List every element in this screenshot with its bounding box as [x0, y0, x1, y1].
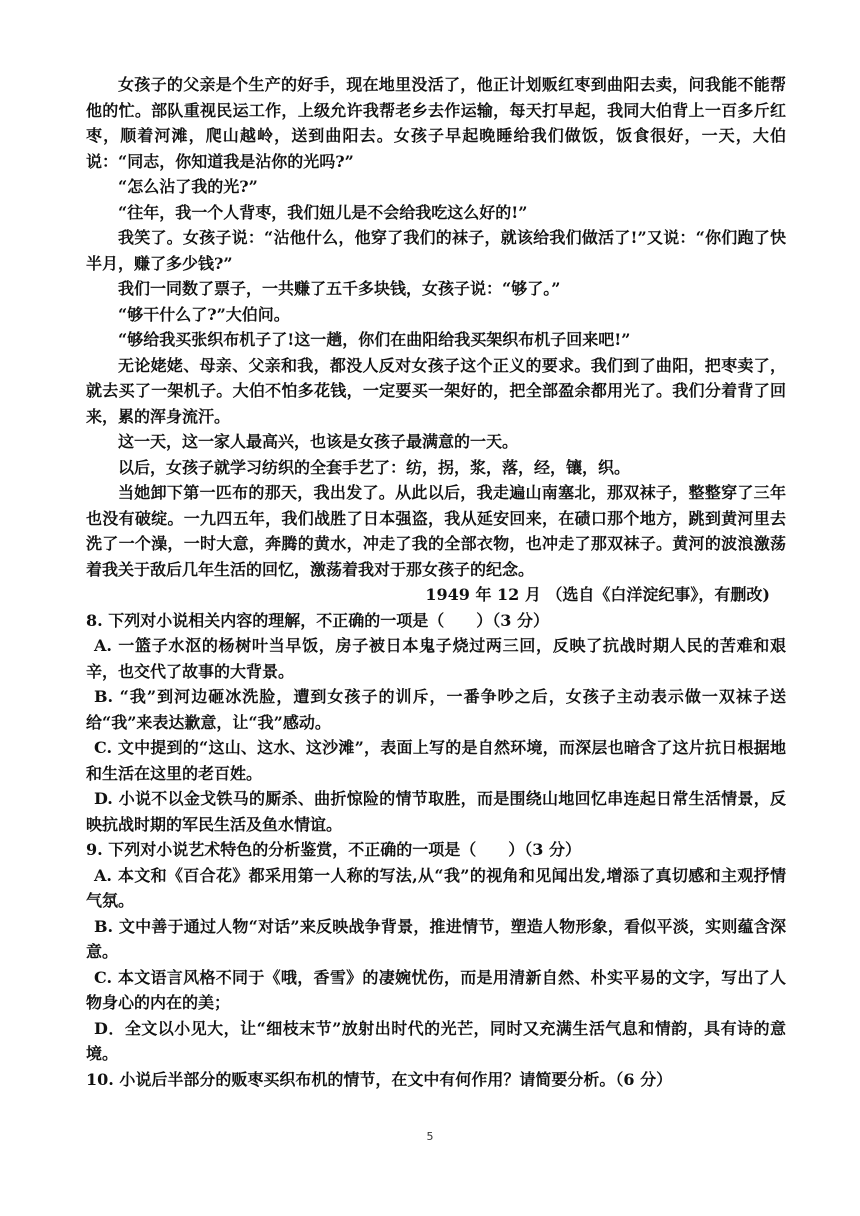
question-9-stem: 9. 下列对小说艺术特色的分析鉴赏，不正确的一项是（ ）（3 分） [86, 840, 581, 859]
question-9-option-d: D．全文以小见大，让“细枝末节”放射出时代的光芒，同时又充满生活气息和情韵，具有诗的意境。 [86, 1018, 786, 1063]
question-9-option-c: C. 本文语言风格不同于《哦，香雪》的凄婉忧伤，而是用清新自然、朴实平易的文字，写出了人物身心的内在的美； [86, 967, 786, 1012]
question-8-option-b: B. “我”到河边砸冰洗脸，遭到女孩子的训斥，一番争吵之后，女孩子主动表示做一双袜子送给“我”来表达歉意，让“我”感动。 [86, 687, 786, 732]
question-9-option-a: A. 本文和《百合花》都采用第一人称的写法,从“我”的视角和见闻出发,增添了真切感和主观抒情气氛。 [86, 865, 786, 910]
story-paragraph: 女孩子的父亲是个生产的好手，现在地里没活了，他正计划贩红枣到曲阳去卖，问我能不能帮他的忙。部队重视民运工作，上级允许我帮老乡去作运输，每天打早起，我同大伯背上一百多斤红枣，顺着河滩，爬山越岭，送到曲阳去。女孩子早起晚睡给我们做饭，饭食很好，一天，大伯说：“同志，你知道我是沾你的光吗?” [86, 75, 786, 171]
question-8-stem: 8. 下列对小说相关内容的理解，不正确的一项是（ ）（3 分） [86, 610, 549, 630]
story-paragraph: “怎么沾了我的光?” [118, 177, 258, 196]
story-paragraph: 我笑了。女孩子说：“沾他什么，他穿了我们的袜子，就该给我们做活了!”又说：“你们跑了快半月，赚了多少钱?” [86, 228, 786, 273]
story-paragraph: 无论姥姥、母亲、父亲和我，都没人反对女孩子这个正义的要求。我们到了曲阳，把枣卖了，就去买了一架机子。大伯不怕多花钱，一定要买一架好的，把全部盈余都用光了。我们分着背了回来，累的浑身流汗。 [86, 355, 786, 426]
story-paragraph: “够给我买张织布机子了!这一趟，你们在曲阳给我买架织布机子回来吧!” [118, 330, 631, 349]
source-citation: 1949 年 12 月 （选自《白洋淀纪事》，有删改) [425, 585, 770, 604]
story-paragraph: 这一天，这一家人最高兴，也该是女孩子最满意的一天。 [118, 432, 519, 451]
question-10-stem: 10. 小说后半部分的贩枣买织布机的情节，在文中有何作用？请简要分析。（6 分） [86, 1069, 673, 1089]
story-paragraph: 当她卸下第一匹布的那天，我出发了。从此以后，我走遍山南塞北，那双袜子，整整穿了三年也没有破绽。一九四五年，我们战胜了日本强盗，我从延安回来，在碛口那个地方，跳到黄河里去洗了一个澡，一时大意，奔腾的黄水，冲走了我的全部衣物，也冲走了那双袜子。黄河的波浪激荡着我关于敌后几年生活的回忆，激荡着我对于那女孩子的纪念。 [86, 483, 786, 579]
question-9-option-b: B. 文中善于通过人物“对话”来反映战争背景，推进情节，塑造人物形象，看似平淡，实则蕴含深意。 [86, 916, 786, 961]
question-8-option-a: A. 一篮子水沤的杨树叶当早饭，房子被日本鬼子烧过两三回，反映了抗战时期人民的苦难和艰辛，也交代了故事的大背景。 [86, 636, 786, 681]
page-number: 5 [426, 1130, 434, 1143]
story-paragraph: 我们一同数了票子，一共赚了五千多块钱，女孩子说：“够了。” [118, 279, 561, 298]
question-8-option-c: C. 文中提到的“这山、这水、这沙滩”，表面上写的是自然环境，而深层也暗含了这片抗日根据地和生活在这里的老百姓。 [86, 738, 786, 783]
question-8-option-d: D. 小说不以金戈铁马的厮杀、曲折惊险的情节取胜，而是围绕山地回忆串连起日常生活情景，反映抗战时期的军民生活及鱼水情谊。 [86, 789, 786, 834]
document-page [86, 72, 786, 1092]
story-paragraph: “往年，我一个人背枣，我们妞儿是不会给我吃这么好的!” [118, 202, 528, 222]
story-paragraph: 以后，女孩子就学习纺织的全套手艺了：纺，拐，浆，落，经，镶，织。 [118, 457, 631, 477]
story-paragraph: “够干什么了?”大伯问。 [118, 304, 290, 324]
